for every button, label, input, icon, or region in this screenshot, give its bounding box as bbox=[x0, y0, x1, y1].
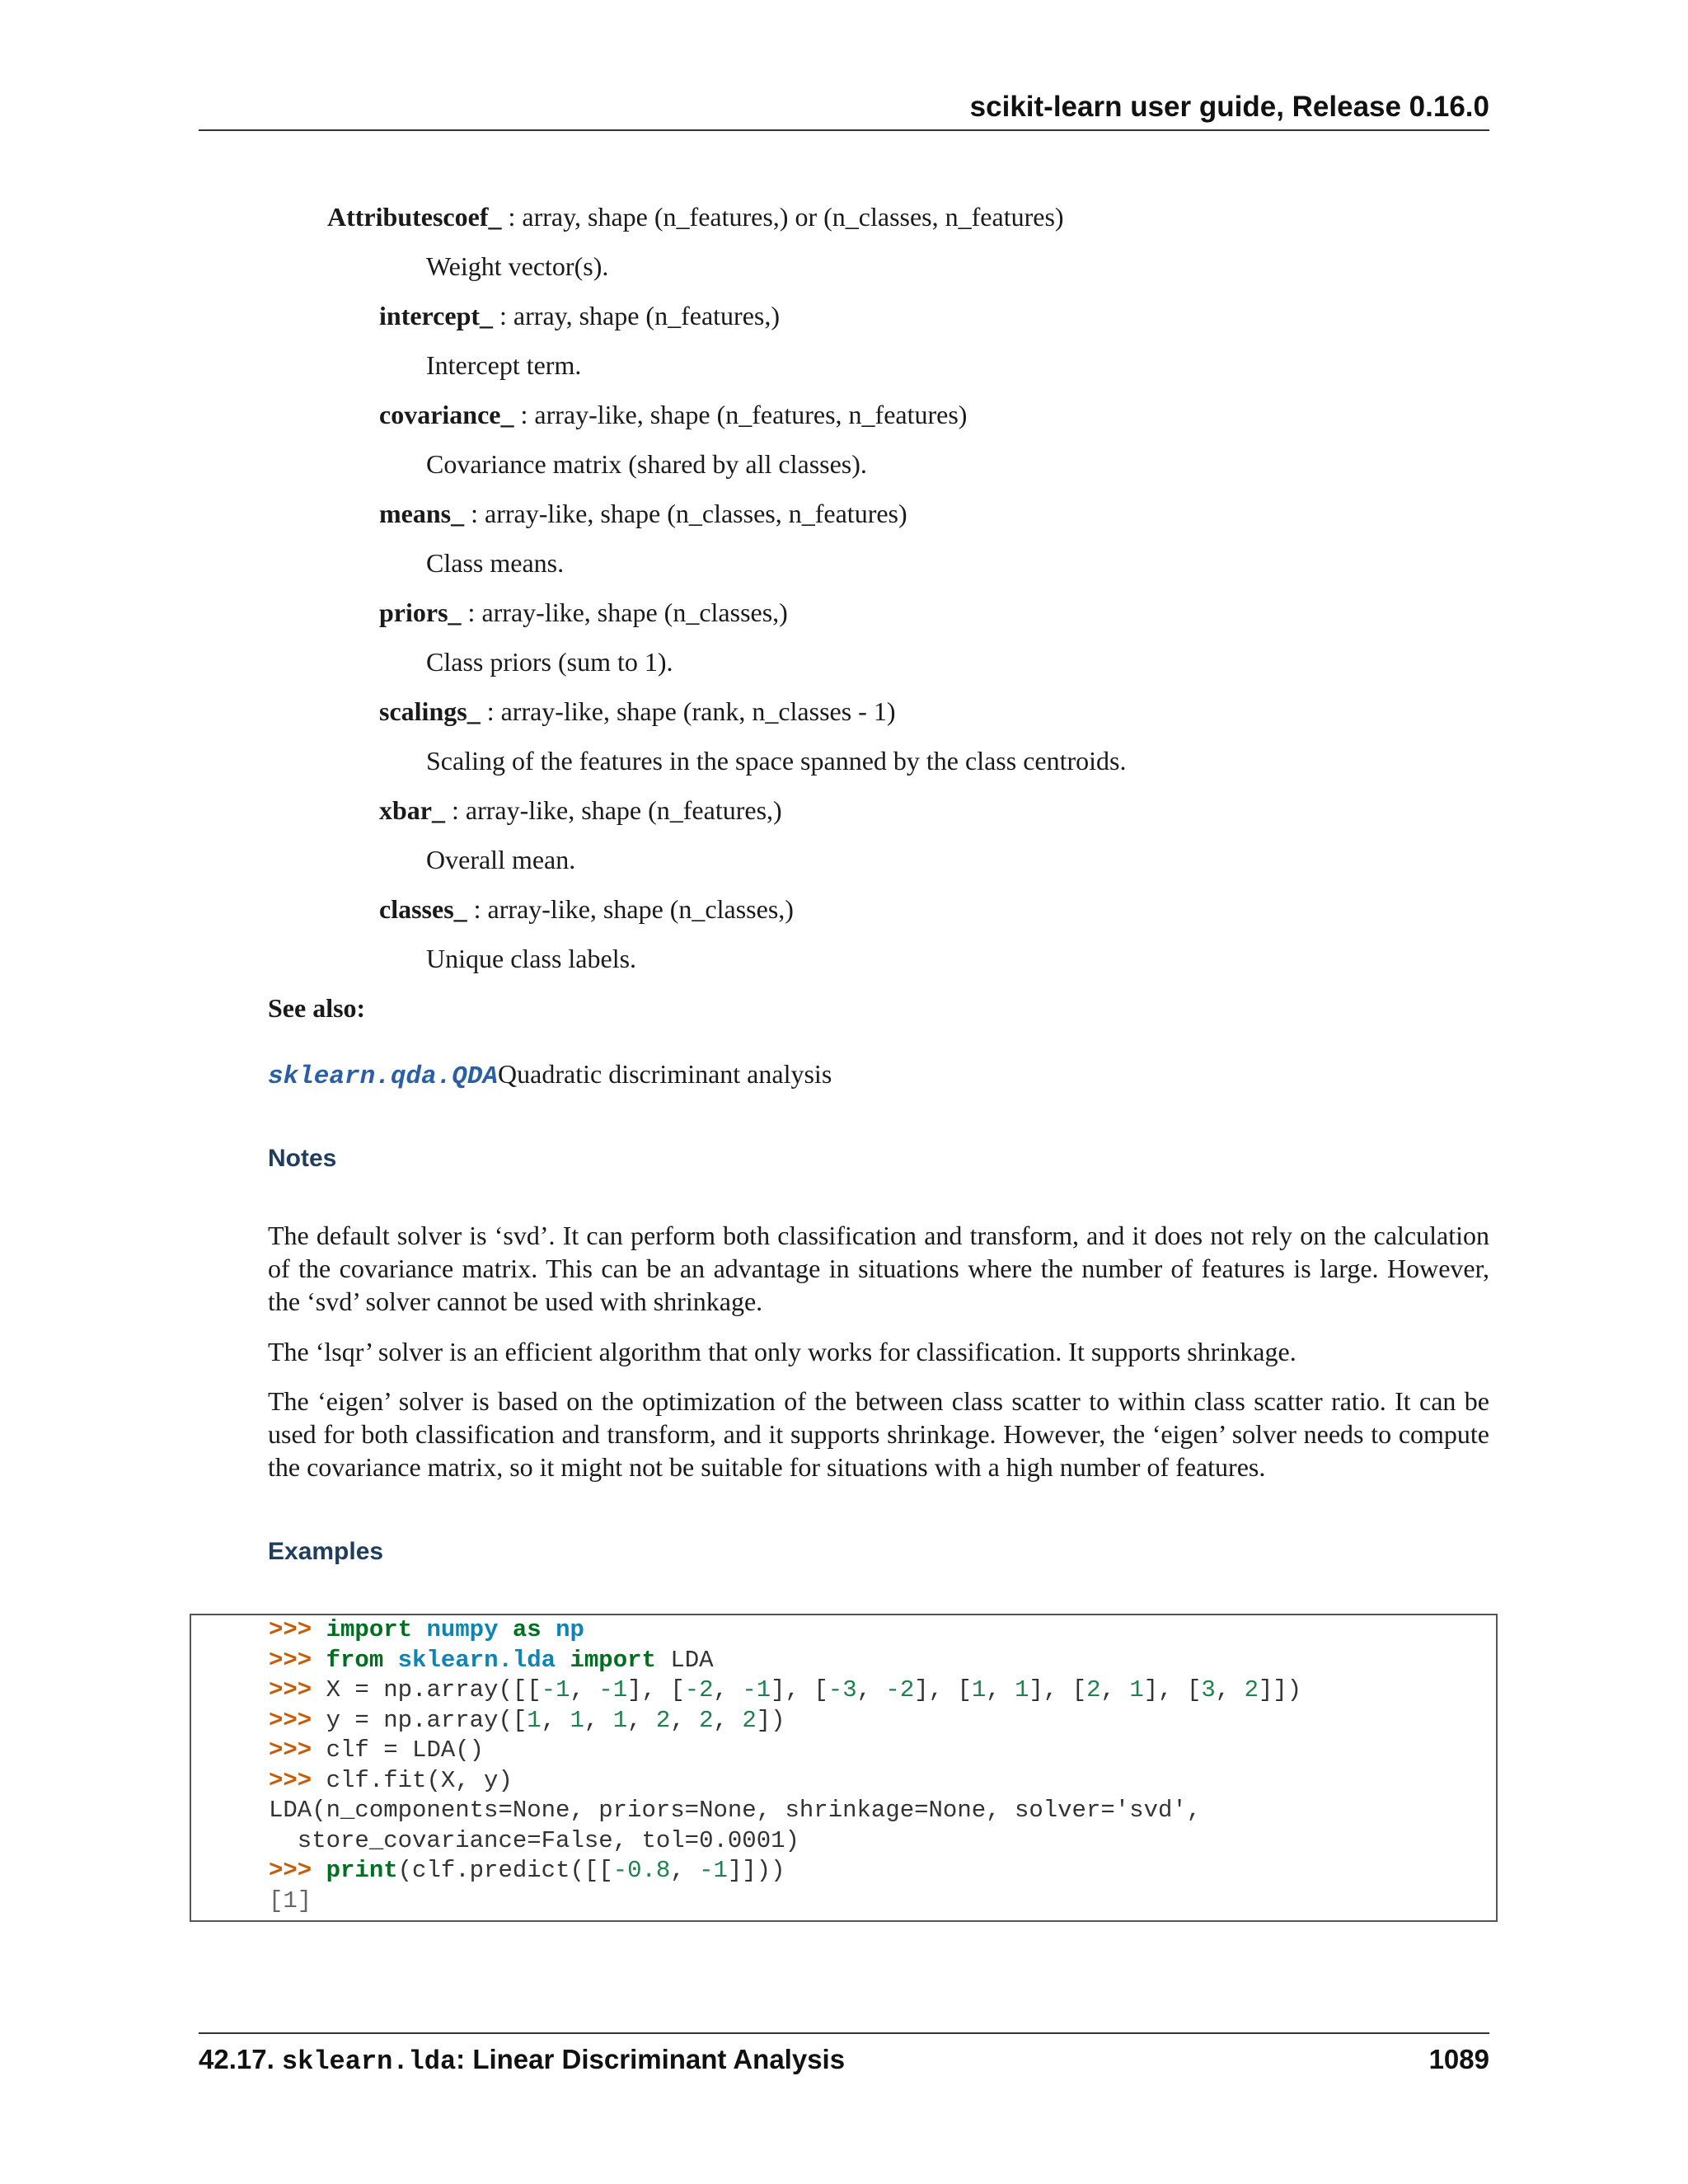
attribute-desc: Unique class labels. bbox=[426, 944, 637, 973]
code-line bbox=[269, 1736, 484, 1764]
prompt: >>> bbox=[269, 1736, 312, 1764]
attribute-desc: Class means. bbox=[426, 548, 565, 578]
prompt: >>> bbox=[269, 1616, 312, 1643]
prompt: >>> bbox=[269, 1706, 312, 1734]
attribute-type: array-like, shape (n_features,) bbox=[465, 795, 782, 825]
code-output: [1] bbox=[269, 1886, 312, 1915]
attribute-scalings bbox=[379, 695, 895, 728]
footer-rule bbox=[199, 2032, 1489, 2034]
attribute-type: array-like, shape (n_classes, n_features) bbox=[485, 499, 907, 528]
attribute-xbar bbox=[379, 794, 782, 827]
attribute-type: array-like, shape (n_classes,) bbox=[487, 894, 794, 924]
code-line: >>> print(clf.predict([[-0.8, -1]])) bbox=[269, 1857, 785, 1884]
code-line: >>> X = np.array([[-1, -1], [-2, -1], [-3, -2], [1, 1], [2, 1], [3, 2]]) bbox=[269, 1676, 1302, 1704]
attribute-covariance bbox=[379, 398, 967, 431]
notes-paragraph: The ‘lsqr’ solver is an efficient algorithm that only works for classification. It supports shrinkage. bbox=[268, 1337, 1296, 1366]
attribute-desc: Scaling of the features in the space spanned by the class centroids. bbox=[426, 746, 1127, 776]
attribute-classes bbox=[379, 893, 794, 926]
code-text: y = np.array([ bbox=[326, 1706, 528, 1734]
attribute-name: classes_ bbox=[379, 894, 467, 924]
code-module: sklearn.lda bbox=[397, 1646, 556, 1674]
code-line bbox=[269, 1767, 513, 1794]
attribute-name: intercept_ bbox=[379, 301, 494, 330]
code-keyword: import bbox=[570, 1646, 656, 1674]
code-text: ]])) bbox=[727, 1857, 785, 1884]
attribute-name: priors_ bbox=[379, 598, 462, 627]
running-header-title: scikit-learn user guide, Release 0.16.0 bbox=[969, 91, 1489, 123]
code-keyword: as bbox=[512, 1616, 542, 1643]
attribute-type: array, shape (n_features,) or (n_classes, n_features) bbox=[522, 202, 1064, 232]
attribute-type: array-like, shape (rank, n_classes - 1) bbox=[500, 696, 896, 726]
attribute-desc: Weight vector(s). bbox=[426, 251, 609, 281]
see-also-entry bbox=[268, 1057, 832, 1094]
code-output: store_covariance=False, tol=0.0001) bbox=[269, 1826, 799, 1854]
code-line bbox=[269, 1647, 714, 1674]
attribute-sep: : bbox=[501, 202, 523, 232]
prompt: >>> bbox=[269, 1766, 312, 1794]
qda-link[interactable]: sklearn.qda.QDA bbox=[268, 1062, 499, 1091]
code-text: X = np.array([[ bbox=[326, 1676, 542, 1704]
code-keyword: from bbox=[326, 1646, 384, 1674]
code-text: clf.fit(X, y) bbox=[326, 1766, 513, 1794]
attribute-name: covariance_ bbox=[379, 400, 514, 429]
attribute-sep: : bbox=[464, 499, 485, 528]
attribute-sep: : bbox=[493, 301, 513, 330]
attribute-type: array-like, shape (n_features, n_features) bbox=[534, 400, 968, 429]
see-also-label: See also: bbox=[268, 993, 366, 1023]
code-text: LDA bbox=[670, 1646, 714, 1674]
attribute-priors bbox=[379, 596, 788, 629]
header-rule bbox=[199, 129, 1489, 131]
attribute-sep: : bbox=[445, 795, 466, 825]
module-name: sklearn.lda bbox=[281, 2046, 457, 2077]
attribute-name: coef_ bbox=[443, 202, 502, 232]
attribute-desc: Intercept term. bbox=[426, 350, 582, 380]
attribute-type: array-like, shape (n_classes,) bbox=[481, 598, 788, 627]
code-listing bbox=[269, 1615, 1301, 1916]
prompt: >>> bbox=[269, 1676, 312, 1704]
code-line bbox=[269, 1616, 584, 1643]
attribute-intercept bbox=[379, 299, 780, 332]
code-module: np bbox=[556, 1616, 584, 1643]
code-example-block bbox=[190, 1614, 1498, 1922]
attribute-means bbox=[379, 497, 907, 530]
attributes-label: Attributes bbox=[327, 202, 443, 232]
code-text: clf = LDA() bbox=[326, 1736, 485, 1764]
attribute-desc: Overall mean. bbox=[426, 845, 576, 874]
attribute-type: array, shape (n_features,) bbox=[513, 301, 780, 330]
notes-paragraph: The default solver is ‘svd’. It can perform both classification and transform, and it does not rely on the calculation of the covariance matrix. This can be an advantage in situations where the number of features is large. However, the ‘svd’ solver cannot be used with shrinkage. bbox=[268, 1221, 1489, 1316]
attribute-sep: : bbox=[480, 696, 501, 726]
see-also-desc: Quadratic discriminant analysis bbox=[498, 1059, 832, 1089]
attribute-name: scalings_ bbox=[379, 696, 481, 726]
code-line: >>> y = np.array([1, 1, 1, 2, 2, 2]) bbox=[269, 1706, 785, 1734]
attribute-desc: Class priors (sum to 1). bbox=[426, 647, 673, 677]
code-keyword: import bbox=[326, 1616, 413, 1643]
section-title: : Linear Discriminant Analysis bbox=[456, 2044, 846, 2074]
prompt: >>> bbox=[269, 1857, 312, 1884]
section-number: 42.17. bbox=[199, 2044, 274, 2074]
attribute-sep: : bbox=[461, 598, 482, 627]
code-module: numpy bbox=[426, 1616, 499, 1643]
code-keyword: print bbox=[326, 1857, 398, 1884]
notes-heading: Notes bbox=[268, 1145, 337, 1172]
attribute-name: xbar_ bbox=[379, 795, 445, 825]
attribute-desc: Covariance matrix (shared by all classes). bbox=[426, 449, 867, 479]
attribute-sep: : bbox=[467, 894, 488, 924]
code-output: LDA(n_components=None, priors=None, shrinkage=None, solver='svd', bbox=[269, 1797, 1202, 1824]
notes-paragraph: The ‘eigen’ solver is based on the optimization of the between class scatter to within class scatter ratio. It can be used for both classification and transform, and it supports shrinkage. However, the ‘eigen’ solver needs to compute the covariance matrix, so it might not be suitable for situations with a high number of features. bbox=[268, 1386, 1489, 1482]
examples-heading: Examples bbox=[268, 1538, 384, 1565]
footer-section bbox=[199, 2044, 845, 2077]
attribute-name: means_ bbox=[379, 499, 465, 528]
attribute-coef bbox=[327, 200, 1064, 233]
attribute-sep: : bbox=[513, 400, 535, 429]
code-text: (clf.predict([[ bbox=[397, 1857, 613, 1884]
page-number: 1089 bbox=[1428, 2044, 1489, 2074]
prompt: >>> bbox=[269, 1646, 312, 1674]
